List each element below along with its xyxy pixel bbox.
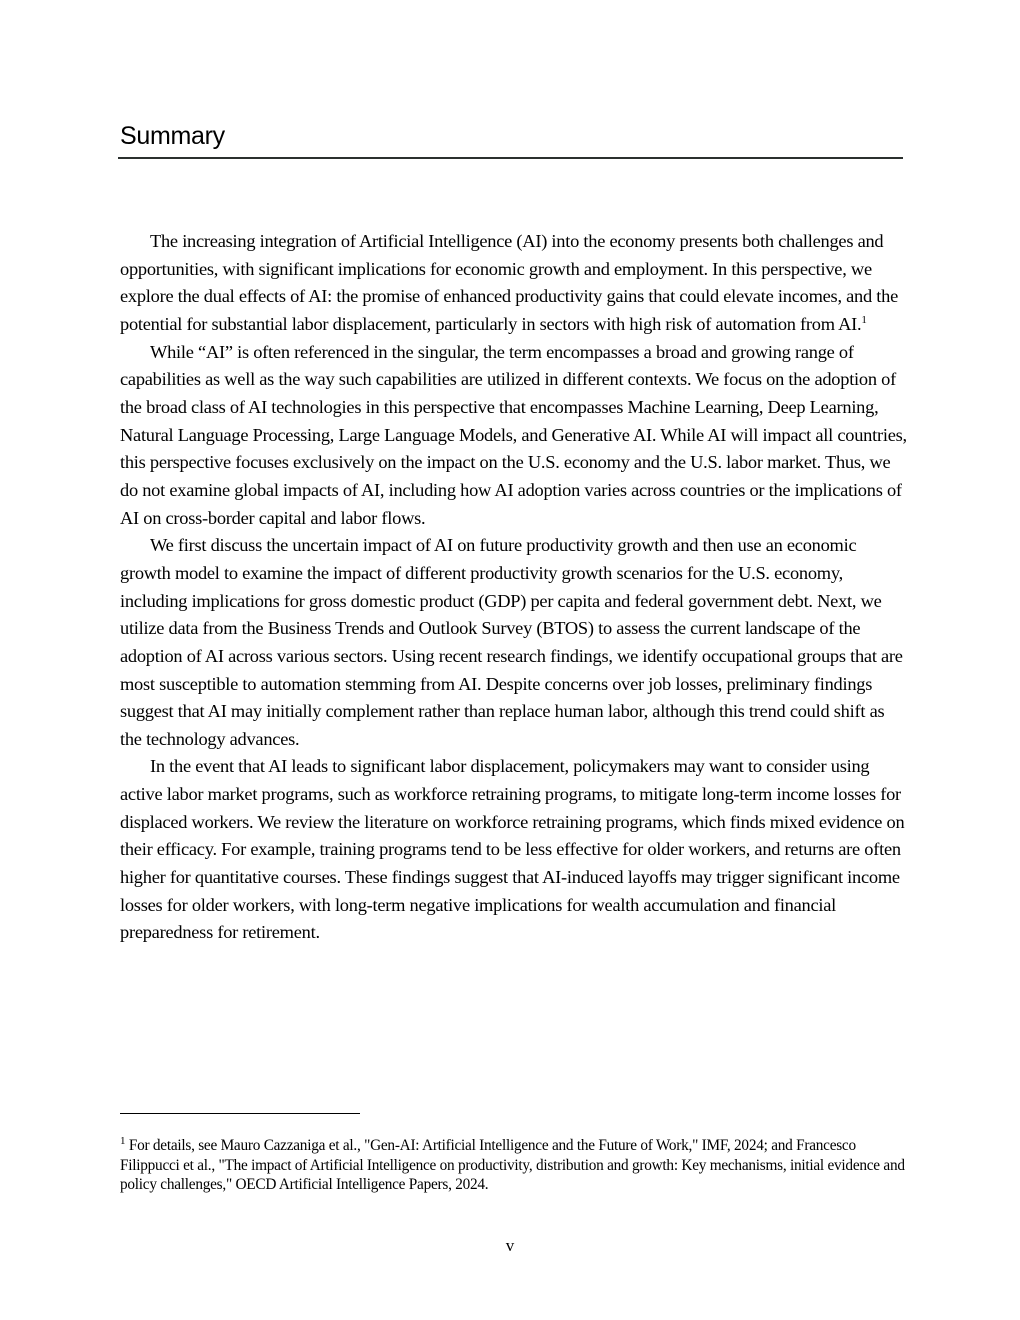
footnote-text: For details, see Mauro Cazzaniga et al., "Gen-AI: Artificial Intelligence and the Future of Work," IMF, 2024; and Francesco Filippucci et al., "The impact of Artificial Intelligence on productivity, distribution and growth: Key mechanisms, initial evidence and policy challenges," OECD Artificial Intelligence Papers, 2024. [120, 1137, 905, 1193]
paragraph-4: In the event that AI leads to significant labor displacement, policymakers may want to consider using active labor market programs, such as workforce retraining programs, to mitigate long-term income losses for displaced workers. We review the literature on workforce retraining programs, which finds mixed evidence on their efficacy. For example, training programs tend to be less effective for older workers, and returns are often higher for quantitative courses. These findings suggest that AI-induced layoffs may trigger significant income losses for older workers, with long-term negative implications for wealth accumulation and financial preparedness for retirement. [120, 756, 905, 943]
paragraph-3: We first discuss the uncertain impact of AI on future productivity growth and then use an economic growth model to examine the impact of different productivity growth scenarios for the U.S. economy, including implications for gross domestic product (GDP) per capita and federal government debt. Next, we utilize data from the Business Trends and Outlook Survey (BTOS) to assess the current landscape of the adoption of AI across various sectors. Using recent research findings, we identify occupational groups that are most susceptible to automation stemming from AI. Despite concerns over job losses, preliminary findings suggest that AI may initially complement rather than replace human labor, although this trend could shift as the technology advances. [120, 535, 903, 749]
page-heading: Summary [120, 122, 225, 150]
heading-divider [118, 157, 903, 159]
footnote-separator [120, 1113, 360, 1114]
paragraph-2: While “AI” is often referenced in the singular, the term encompasses a broad and growing range of capabilities as well as the way such capabilities are utilized in different contexts. We focus on the adoption of the broad class of AI technologies in this perspective that encompasses Machine Learning, Deep Learning, Natural Language Processing, Large Language Models, and Generative AI. While AI will impact all countries, this perspective focuses exclusively on the impact on the U.S. economy and the U.S. labor market. Thus, we do not examine global impacts of AI, including how AI adoption varies across countries or the implications of AI on cross-border capital and labor flows. [120, 341, 907, 528]
footnote-reference[interactable]: 1 [861, 313, 867, 326]
paragraph-1 [120, 228, 910, 339]
footnote-marker: 1 [120, 1134, 126, 1147]
paragraph-text: The increasing integration of Artificial Intelligence (AI) into the economy presents both challenges and opportunities, with significant implications for economic growth and employment. In this perspective, we explore the dual effects of AI: the promise of enhanced productivity gains that could elevate incomes, and the potential for substantial labor displacement, particularly in sectors with high risk of automation from AI. [120, 231, 899, 334]
page-number: v [505, 1236, 515, 1255]
footnote-1 [120, 1136, 910, 1195]
summary-body [120, 228, 910, 947]
